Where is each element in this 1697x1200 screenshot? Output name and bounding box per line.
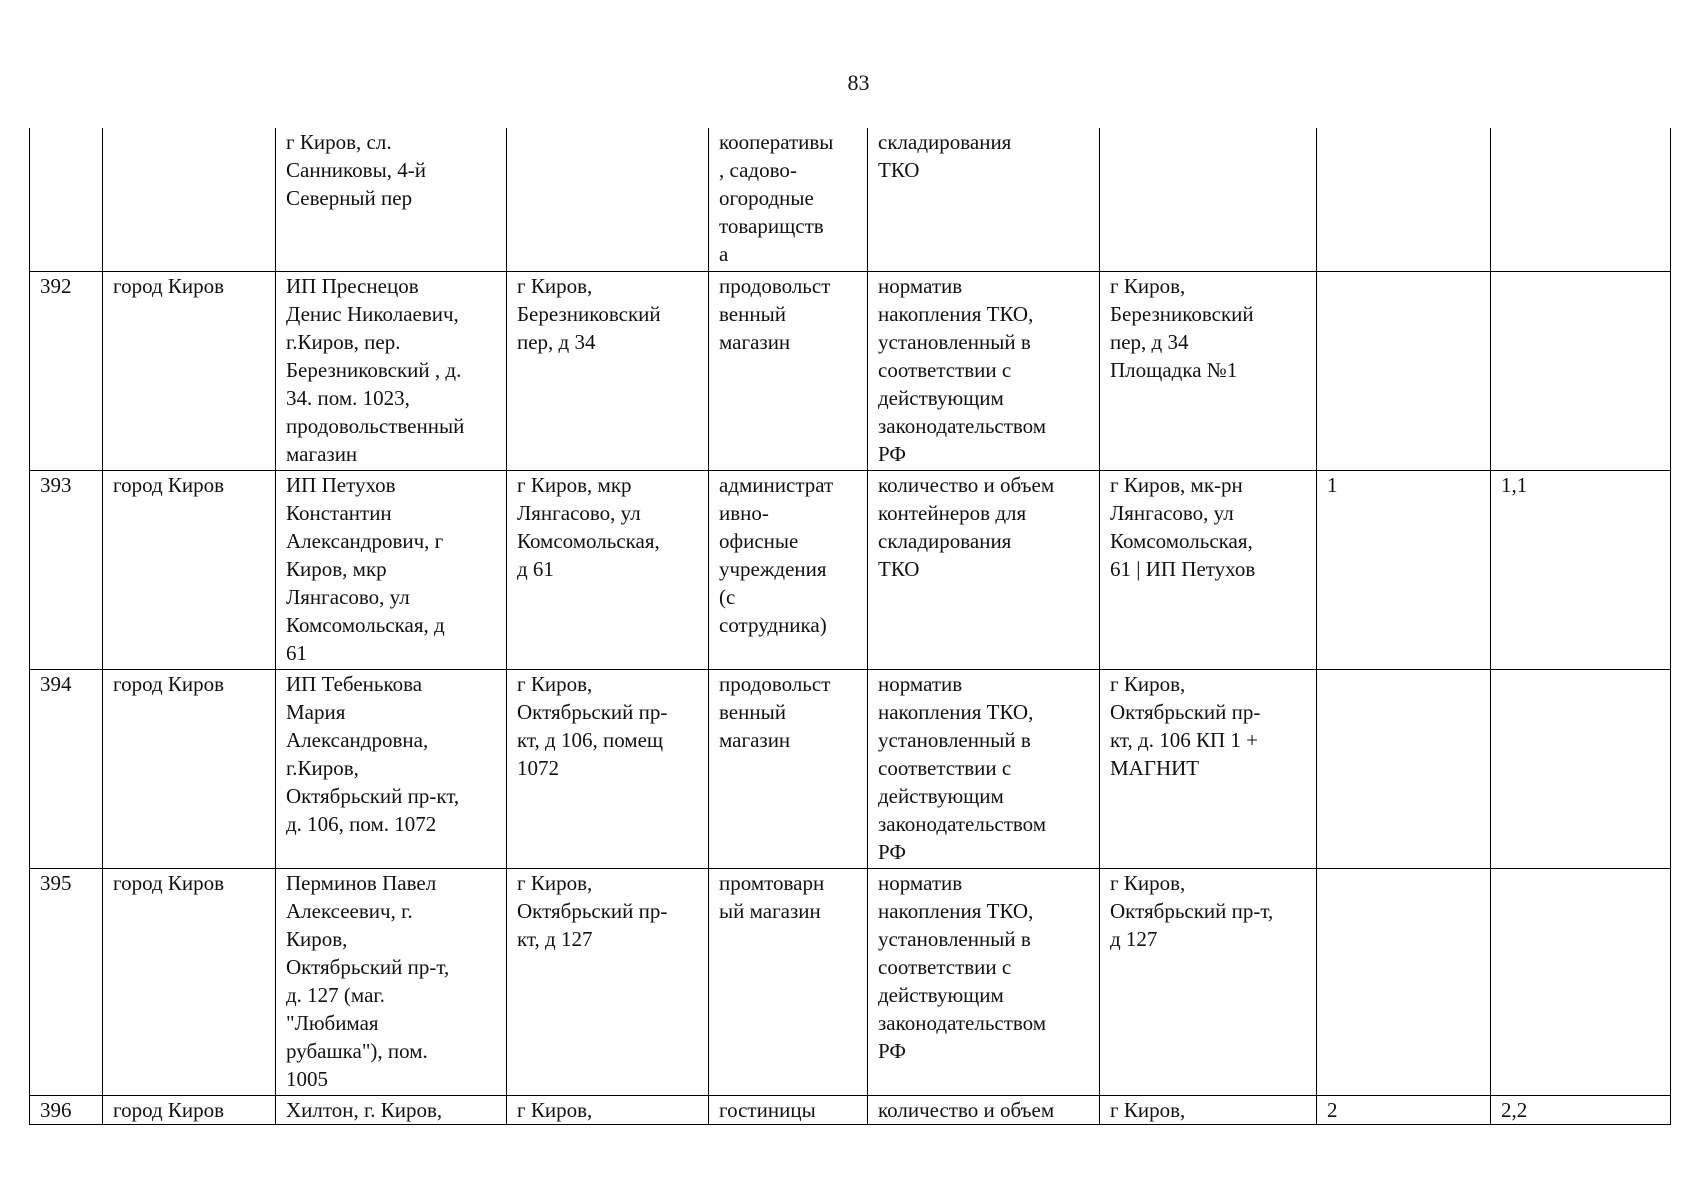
cell-waste-generator: ИП Петухов Константин Александрович, г Киров, мкр Лянгасово, ул Комсомольская, д 61 bbox=[276, 470, 507, 669]
cell-waste-generator: Перминов Павел Алексеевич, г. Киров, Октябрьский пр-т, д. 127 (маг. "Любимая рубашка"), пом. 1005 bbox=[276, 868, 507, 1095]
cell-address bbox=[507, 128, 709, 271]
cell-waste-generator: г Киров, сл. Санниковы, 4-й Северный пер bbox=[276, 128, 507, 271]
cell-waste-generator: ИП Преснецов Денис Николаевич, г.Киров, пер. Березниковский , д. 34. пом. 1023, продовольственный магазин bbox=[276, 271, 507, 470]
cell-container-count: 1 bbox=[1317, 470, 1491, 669]
cell-container-volume: 1,1 bbox=[1491, 470, 1671, 669]
cell-number: 396 bbox=[30, 1095, 103, 1124]
cell-waste-generator: Хилтон, г. Киров, bbox=[276, 1095, 507, 1124]
cell-collection-site: г Киров, мк-рн Лянгасово, ул Комсомольская, 61 | ИП Петухов bbox=[1100, 470, 1317, 669]
cell-settlement: город Киров bbox=[103, 271, 276, 470]
cell-number: 392 bbox=[30, 271, 103, 470]
cell-accounting-method: количество и объем bbox=[868, 1095, 1100, 1124]
cell-waste-generator: ИП Тебенькова Мария Александровна, г.Киров, Октябрьский пр-кт, д. 106, пом. 1072 bbox=[276, 669, 507, 868]
cell-number: 393 bbox=[30, 470, 103, 669]
cell-number: 395 bbox=[30, 868, 103, 1095]
cell-collection-site: г Киров, bbox=[1100, 1095, 1317, 1124]
cell-address: г Киров, Березниковский пер, д 34 bbox=[507, 271, 709, 470]
cell-settlement: город Киров bbox=[103, 1095, 276, 1124]
cell-number bbox=[30, 128, 103, 271]
cell-collection-site: г Киров, Октябрьский пр-т, д 127 bbox=[1100, 868, 1317, 1095]
cell-collection-site: г Киров, Березниковский пер, д 34 Площадка №1 bbox=[1100, 271, 1317, 470]
cell-container-volume bbox=[1491, 868, 1671, 1095]
waste-registry-table bbox=[29, 128, 1671, 1125]
cell-category: кооперативы , садово- огородные товарищств а bbox=[709, 128, 868, 271]
cell-address: г Киров, мкр Лянгасово, ул Комсомольская, д 61 bbox=[507, 470, 709, 669]
cell-address: г Киров, bbox=[507, 1095, 709, 1124]
cell-accounting-method: складирования ТКО bbox=[868, 128, 1100, 271]
cell-settlement: город Киров bbox=[103, 470, 276, 669]
table-row bbox=[30, 271, 1671, 470]
table-row bbox=[30, 868, 1671, 1095]
cell-accounting-method: норматив накопления ТКО, установленный в соответствии с действующим законодательством РФ bbox=[868, 868, 1100, 1095]
cell-settlement: город Киров bbox=[103, 669, 276, 868]
cell-accounting-method: количество и объем контейнеров для складирования ТКО bbox=[868, 470, 1100, 669]
cell-settlement bbox=[103, 128, 276, 271]
cell-accounting-method: норматив накопления ТКО, установленный в соответствии с действующим законодательством РФ bbox=[868, 669, 1100, 868]
cell-container-count bbox=[1317, 868, 1491, 1095]
table-row bbox=[30, 128, 1671, 271]
cell-collection-site bbox=[1100, 128, 1317, 271]
cell-category: гостиницы bbox=[709, 1095, 868, 1124]
cell-settlement: город Киров bbox=[103, 868, 276, 1095]
page-number: 83 bbox=[847, 70, 870, 95]
cell-container-count bbox=[1317, 128, 1491, 271]
table-row bbox=[30, 470, 1671, 669]
cell-container-count bbox=[1317, 271, 1491, 470]
cell-number: 394 bbox=[30, 669, 103, 868]
cell-category: продовольст венный магазин bbox=[709, 271, 868, 470]
cell-container-volume bbox=[1491, 128, 1671, 271]
cell-container-volume: 2,2 bbox=[1491, 1095, 1671, 1124]
cell-container-volume bbox=[1491, 669, 1671, 868]
cell-category: администрат ивно- офисные учреждения (с сотрудника) bbox=[709, 470, 868, 669]
table-row bbox=[30, 669, 1671, 868]
table-row bbox=[30, 1095, 1671, 1124]
cell-address: г Киров, Октябрьский пр- кт, д 127 bbox=[507, 868, 709, 1095]
cell-collection-site: г Киров, Октябрьский пр- кт, д. 106 КП 1 + МАГНИТ bbox=[1100, 669, 1317, 868]
cell-address: г Киров, Октябрьский пр- кт, д 106, помещ 1072 bbox=[507, 669, 709, 868]
cell-container-count: 2 bbox=[1317, 1095, 1491, 1124]
cell-category: промтоварн ый магазин bbox=[709, 868, 868, 1095]
cell-category: продовольст венный магазин bbox=[709, 669, 868, 868]
cell-container-volume bbox=[1491, 271, 1671, 470]
cell-container-count bbox=[1317, 669, 1491, 868]
cell-accounting-method: норматив накопления ТКО, установленный в соответствии с действующим законодательством РФ bbox=[868, 271, 1100, 470]
